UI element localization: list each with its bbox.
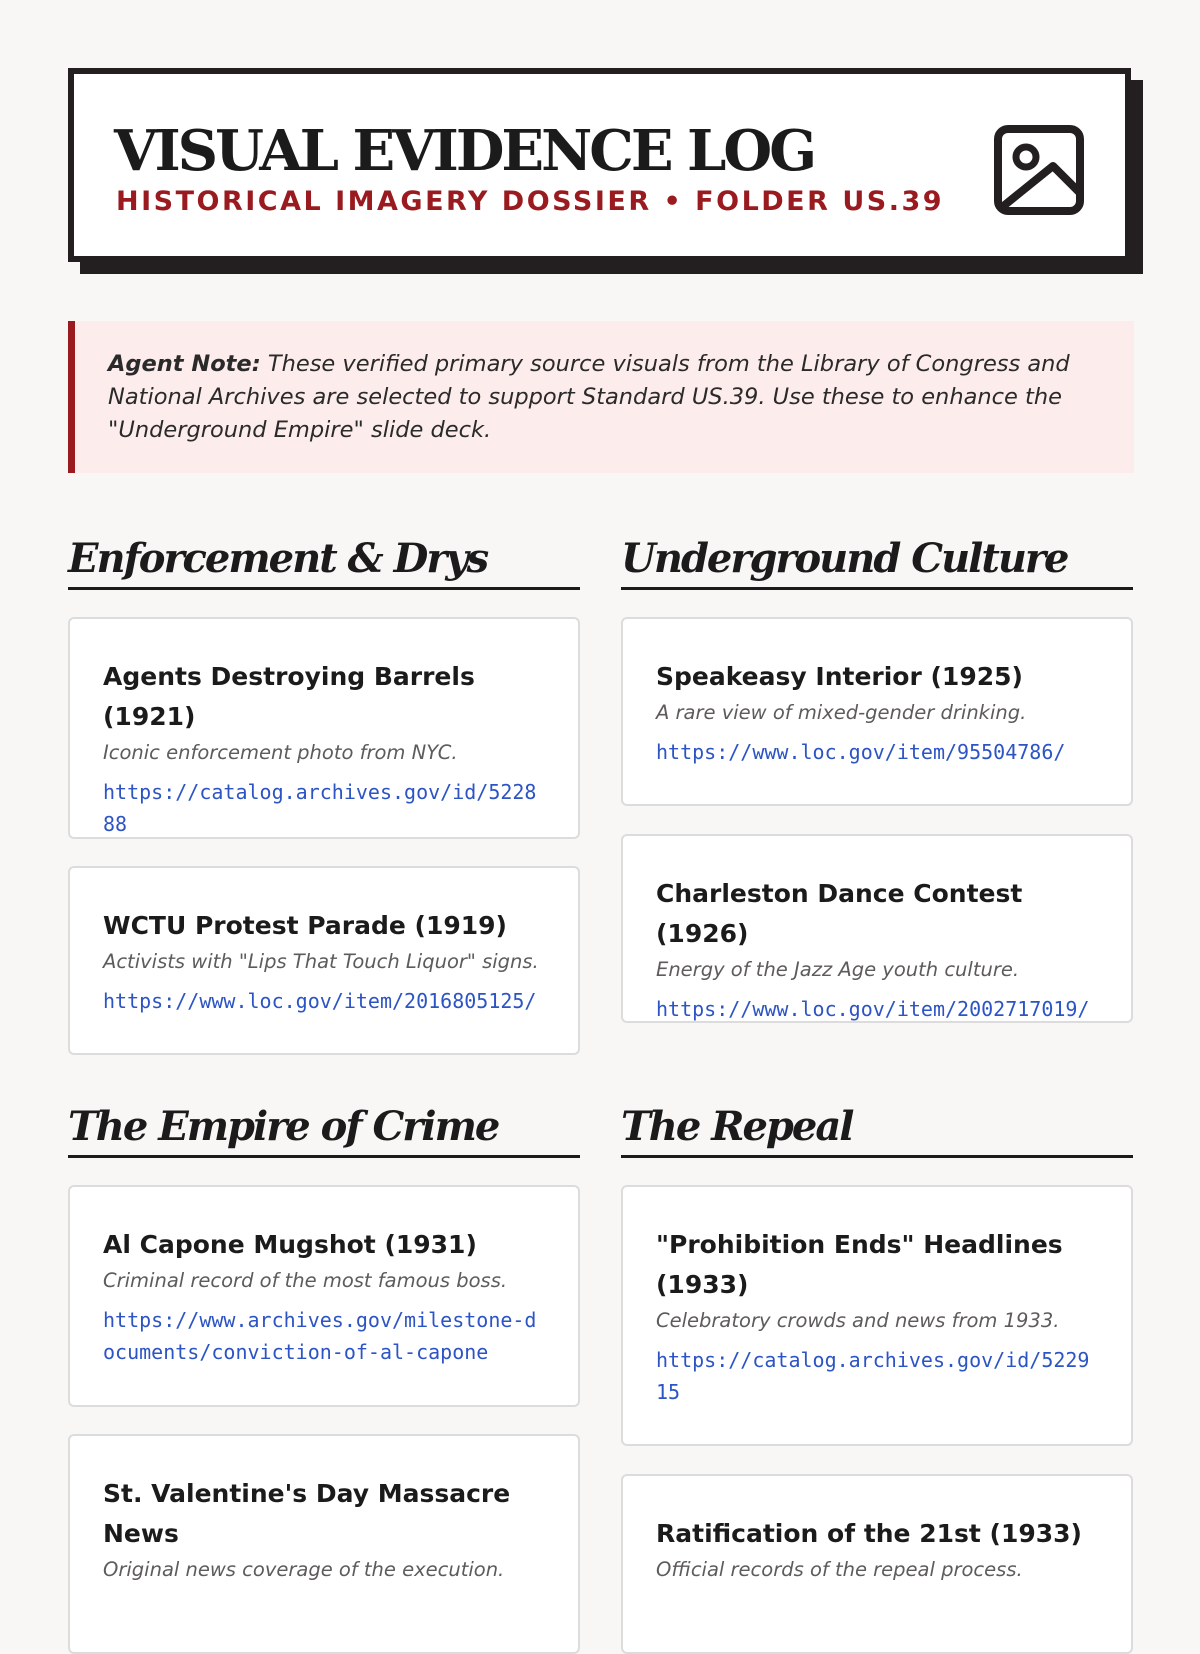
source-link[interactable]: https://catalog.archives.gov/id/522915 [656,1348,1090,1404]
evidence-card [68,1434,580,1654]
card-title: St. Valentine's Day Massacre News [103,1479,511,1548]
card-description: Celebratory crowds and news from 1933. [656,1309,1060,1332]
source-link[interactable]: https://www.loc.gov/item/2016805125/ [103,989,537,1013]
card-description: Activists with "Lips That Touch Liquor" signs. [103,950,539,973]
source-link[interactable]: https://www.loc.gov/item/95504786/ [656,740,1066,764]
evidence-card [621,617,1133,806]
image-icon [991,122,1087,218]
source-link[interactable]: https://catalog.archives.gov/id/522888 [103,780,537,836]
card-description: Original news coverage of the execution. [103,1558,505,1581]
agent-note [68,321,1134,473]
page-subtitle: HISTORICAL IMAGERY DOSSIER • FOLDER US.39 [116,186,945,217]
section-title-enforcement: Enforcement & Drys [68,531,580,590]
card-description: Energy of the Jazz Age youth culture. [656,958,1020,981]
card-description: Criminal record of the most famous boss. [103,1269,508,1292]
evidence-card [68,1185,580,1407]
card-title: Ratification of the 21st (1933) [656,1519,1082,1548]
evidence-card [68,866,580,1055]
card-description: A rare view of mixed-gender drinking. [656,701,1027,724]
page-title: VISUAL EVIDENCE LOG [114,118,815,184]
card-title: Agents Destroying Barrels (1921) [103,662,475,731]
card-description: Iconic enforcement photo from NYC. [103,741,458,764]
header-card [68,68,1131,262]
card-title: Speakeasy Interior (1925) [656,662,1023,691]
section-title-crime: The Empire of Crime [68,1099,580,1158]
source-link[interactable]: https://www.archives.gov/milestone-documents/conviction-of-al-capone [103,1308,537,1364]
agent-note-label: Agent Note: [108,351,261,377]
evidence-card [621,1185,1133,1446]
card-title: Al Capone Mugshot (1931) [103,1230,477,1259]
card-title: "Prohibition Ends" Headlines (1933) [656,1230,1063,1299]
card-title: WCTU Protest Parade (1919) [103,911,507,940]
section-title-repeal: The Repeal [621,1099,1133,1158]
card-description: Official records of the repeal process. [656,1558,1023,1581]
card-title: Charleston Dance Contest (1926) [656,879,1023,948]
evidence-card [621,1474,1133,1654]
agent-note-text: These verified primary source visuals from the Library of Congress and National Archives are selected to support Standard US.39. Use these to enhance the "Underground Empire" slide deck. [108,351,1070,443]
evidence-card [68,617,580,839]
evidence-card [621,834,1133,1023]
source-link[interactable]: https://www.loc.gov/item/2002717019/ [656,997,1090,1021]
section-title-culture: Underground Culture [621,531,1133,590]
